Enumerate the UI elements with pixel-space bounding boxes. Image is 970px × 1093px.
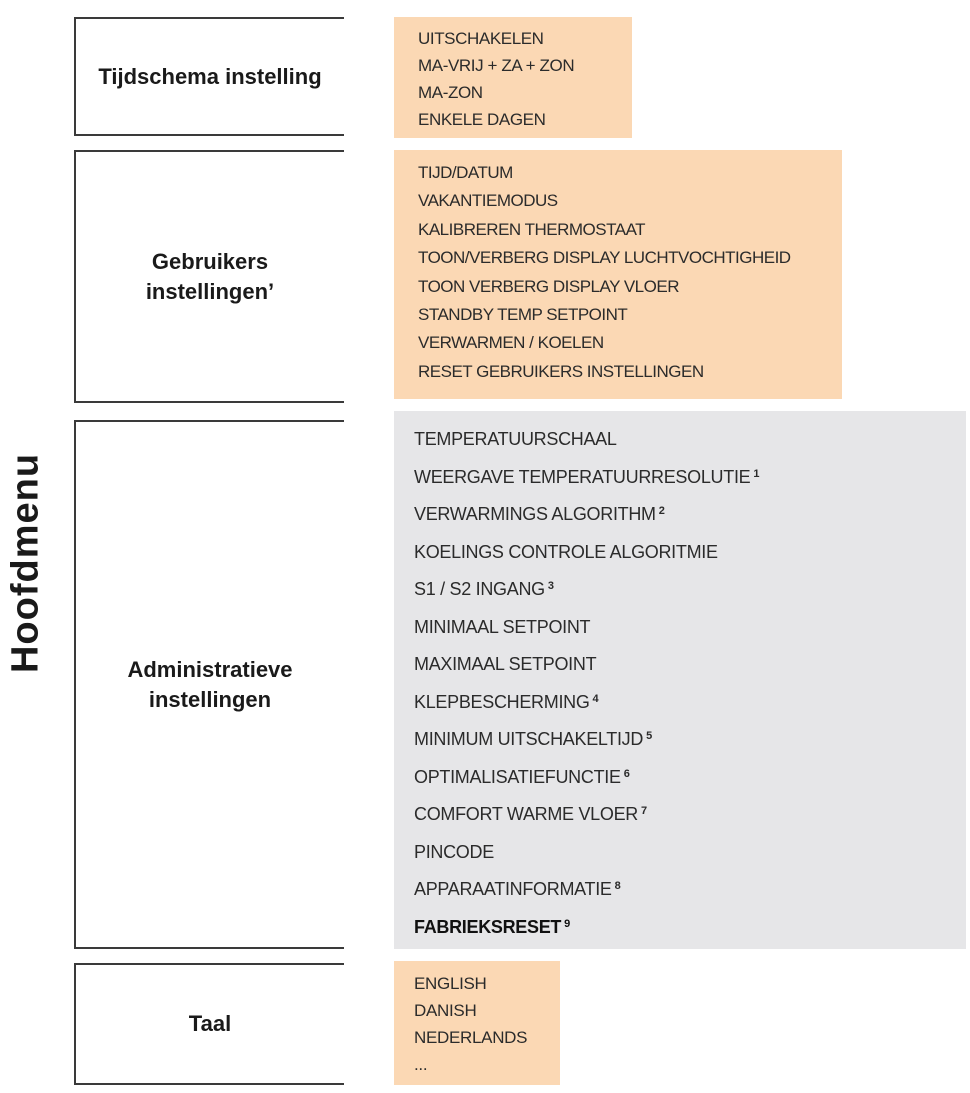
menu-option-label: NEDERLANDS	[414, 1028, 528, 1047]
footnote-marker: 6	[623, 767, 630, 780]
menu-option-label: MA-VRIJ + ZA + ZON	[418, 56, 575, 75]
section-admin-settings	[74, 420, 344, 949]
menu-option	[414, 646, 966, 684]
menu-option-label: ENKELE DAGEN	[418, 110, 546, 129]
section-user-settings-label	[76, 247, 344, 307]
menu-option-label: PINCODE	[414, 841, 494, 862]
section-label-line: instellingen	[148, 686, 272, 712]
menu-option	[414, 571, 966, 609]
section-label-line: Gebruikers	[151, 248, 269, 274]
main-menu-title	[0, 443, 52, 683]
schedule-options-box	[394, 17, 632, 138]
section-user-settings	[74, 150, 344, 403]
menu-option	[418, 79, 632, 106]
menu-option-label: MA-ZON	[418, 83, 483, 102]
menu-option	[414, 421, 966, 459]
section-language-label	[76, 1009, 344, 1039]
menu-option-label: RESET GEBRUIKERS INSTELLINGEN	[418, 361, 704, 381]
menu-option-label: TEMPERATUURSCHAAL	[414, 429, 617, 449]
footnote-marker: 8	[614, 880, 621, 892]
menu-option-label: APPARAATINFORMATIE	[414, 879, 612, 899]
menu-option-label: KLEPBESCHERMING	[414, 691, 590, 712]
menu-option	[414, 1051, 560, 1078]
menu-option	[414, 1024, 560, 1051]
language-options-box	[394, 961, 560, 1085]
menu-option-label: MINIMAAL SETPOINT	[414, 616, 591, 637]
section-label-line: Administratieve	[127, 656, 293, 682]
footnote-marker: 4	[592, 692, 599, 705]
footnote-marker: 7	[641, 805, 647, 817]
menu-option	[418, 301, 842, 329]
menu-option	[414, 684, 966, 722]
footnote-marker: 2	[658, 505, 665, 517]
footnote-marker: 3	[547, 580, 554, 592]
menu-option-label: FABRIEKSRESET	[414, 916, 562, 937]
menu-option-label: ...	[414, 1055, 428, 1074]
menu-option-label: OPTIMALISATIEFUNCTIE	[414, 766, 621, 787]
menu-option-label: MINIMUM UITSCHAKELTIJD	[414, 729, 644, 749]
menu-option	[418, 244, 842, 272]
main-menu-title-text: Hoofdmenu	[4, 452, 47, 674]
menu-option-label: VERWARMEN / KOELEN	[418, 333, 604, 353]
menu-option	[414, 997, 560, 1024]
menu-option-label: MAXIMAAL SETPOINT	[414, 654, 597, 674]
menu-option	[414, 534, 966, 572]
section-schedule-label	[76, 62, 344, 92]
menu-option-label: KOELINGS CONTROLE ALGORITMIE	[414, 541, 718, 562]
menu-option	[414, 970, 560, 997]
menu-option	[414, 871, 966, 909]
menu-option	[418, 187, 842, 215]
menu-option-label: KALIBREREN THERMOSTAAT	[418, 219, 646, 239]
footnote-marker: 9	[564, 917, 570, 930]
menu-option-label: TIJD/DATUM	[418, 163, 513, 182]
menu-option-label: COMFORT WARME VLOER	[414, 804, 638, 824]
menu-option-label: UITSCHAKELEN	[418, 29, 544, 48]
menu-option-label: VAKANTIEMODUS	[418, 191, 558, 211]
footnote-marker: 1	[753, 467, 760, 480]
menu-option	[418, 159, 842, 187]
menu-option	[414, 909, 966, 947]
menu-option	[418, 216, 842, 244]
menu-option	[414, 796, 966, 834]
menu-option	[418, 329, 842, 357]
menu-option	[414, 759, 966, 797]
menu-option	[418, 106, 632, 133]
menu-option-label: VERWARMINGS ALGORITHM	[414, 504, 656, 524]
footnote-marker: 5	[646, 730, 652, 742]
menu-option-label: WEERGAVE TEMPERATUURRESOLUTIE	[414, 466, 751, 487]
menu-option	[418, 52, 632, 79]
menu-option-label: TOON VERBERG DISPLAY VLOER	[418, 276, 679, 296]
menu-option-label: ENGLISH	[414, 974, 487, 993]
section-label-line: instellingen’	[145, 278, 275, 304]
menu-option	[414, 496, 966, 534]
menu-option-label: STANDBY TEMP SETPOINT	[418, 305, 628, 325]
section-label-line: Tijdschema instelling	[98, 63, 322, 89]
menu-option	[414, 459, 966, 497]
menu-option-label: S1 / S2 INGANG	[414, 579, 545, 599]
menu-option	[414, 721, 966, 759]
menu-option	[418, 358, 842, 386]
menu-option	[414, 609, 966, 647]
menu-option-label: TOON/VERBERG DISPLAY LUCHTVOCHTIGHEID	[418, 248, 791, 268]
menu-option	[418, 273, 842, 301]
user-settings-options-box	[394, 150, 842, 399]
section-admin-settings-label	[76, 655, 344, 715]
menu-option-label: DANISH	[414, 1001, 477, 1020]
menu-option	[418, 25, 632, 52]
admin-settings-options-box	[394, 411, 966, 949]
menu-option	[414, 834, 966, 872]
section-label-line: Taal	[188, 1011, 232, 1036]
section-language	[74, 963, 344, 1085]
section-schedule	[74, 17, 344, 136]
